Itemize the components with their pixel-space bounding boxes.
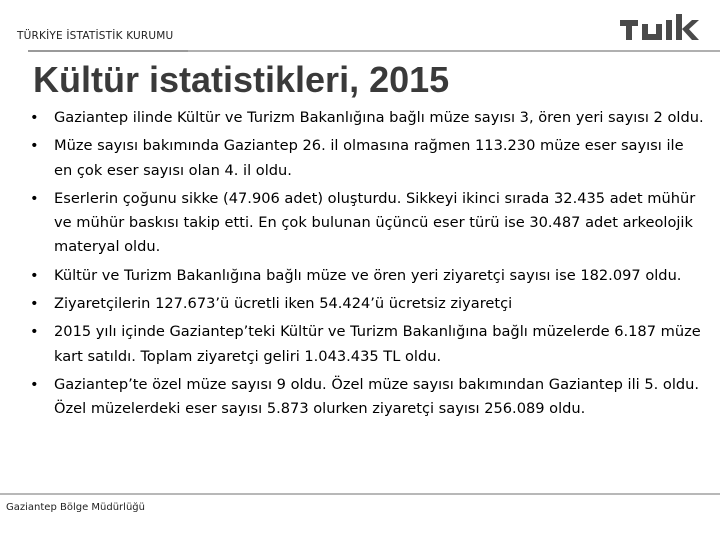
bullet-dot: • xyxy=(30,323,39,341)
tuik-logo-icon xyxy=(620,14,700,42)
bullet-text: Eserlerin çoğunu sikke (47.906 adet) oluşturdu. Sikkeyi ikinci sırada 32.435 adet mühür ve mühür baskısı takip etti. En çok bulunan üçüncü eser türü ise 30.487 adet arkeolojik materyal oldu. xyxy=(54,189,696,256)
bullet-item xyxy=(30,373,705,422)
header-divider-accent xyxy=(28,50,188,52)
bullet-item xyxy=(30,106,705,130)
bullet-item xyxy=(30,187,705,260)
bullet-item xyxy=(30,292,705,316)
bullet-text: Kültür ve Turizm Bakanlığına bağlı müze ve ören yeri ziyaretçi sayısı ise 182.097 oldu. xyxy=(54,266,682,284)
bullet-text: Gaziantep ilinde Kültür ve Turizm Bakanlığına bağlı müze sayısı 3, ören yeri sayısı 2 oldu. xyxy=(54,109,704,126)
bullet-text: 2015 yılı içinde Gaziantep’teki Kültür ve Turizm Bakanlığına bağlı müzelerde 6.187 müze kart satıldı. Toplam ziyaretçi geliri 1.043.435 TL oldu. xyxy=(54,323,701,365)
organization-name: TÜRKİYE İSTATİSTİK KURUMU xyxy=(17,30,174,42)
bullet-dot: • xyxy=(30,266,39,284)
footer-divider xyxy=(0,493,720,495)
bullet-text: Ziyaretçilerin 127.673’ü ücretli iken 54.424’ü ücretsiz ziyaretçi xyxy=(54,295,513,313)
bullet-dot: • xyxy=(30,109,39,126)
bullet-item xyxy=(30,264,705,288)
footer-office: Gaziantep Bölge Müdürlüğü xyxy=(6,502,145,513)
bullet-dot: • xyxy=(30,295,39,313)
bullet-dot: • xyxy=(30,137,39,155)
bullet-item xyxy=(30,134,705,183)
header-divider xyxy=(28,50,720,52)
bullet-list xyxy=(30,106,705,426)
bullet-dot: • xyxy=(30,189,39,207)
bullet-item xyxy=(30,320,705,369)
bullet-dot: • xyxy=(30,375,39,393)
bullet-text: Gaziantep’te özel müze sayısı 9 oldu. Özel müze sayısı bakımından Gaziantep ili 5. oldu. Özel müzelerdeki eser sayısı 5.873 olurken ziyaretçi sayısı 256.089 oldu. xyxy=(54,375,700,418)
slide-title: Kültür istatistikleri, 2015 xyxy=(33,59,450,100)
bullet-text: Müze sayısı bakımında Gaziantep 26. il olmasına rağmen 113.230 müze eser sayısı ile en çok eser sayısı olan 4. il oldu. xyxy=(54,137,684,179)
